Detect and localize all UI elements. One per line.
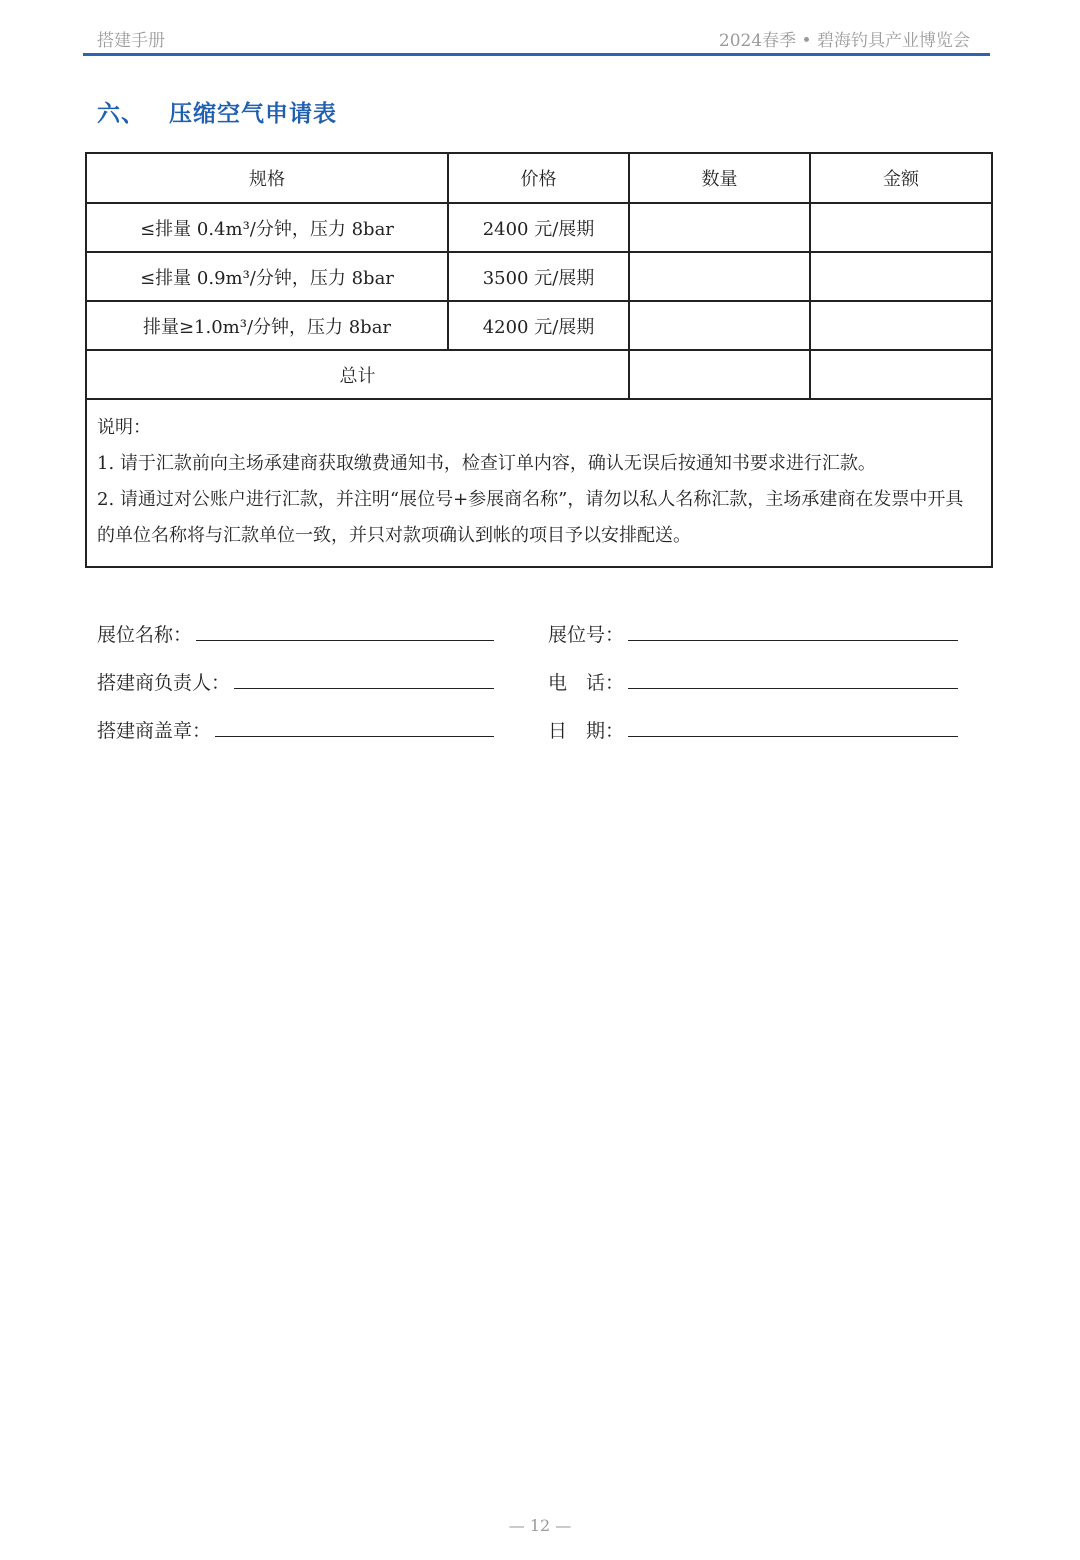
booth-number-field [548,620,958,647]
phone-input-line[interactable] [628,670,958,689]
page-number: — 12 — [508,1516,572,1535]
section-number: 六、 [97,101,145,127]
date-label: 日 期： [548,720,625,742]
total-quantity-cell[interactable] [629,350,810,399]
total-row [86,350,992,399]
contractor-manager-input-line[interactable] [234,670,494,689]
booth-name-input-line[interactable] [196,622,494,641]
date-field [548,716,958,743]
price-cell: 3500 元/展期 [448,252,629,301]
amount-cell[interactable] [810,301,992,350]
contractor-manager-label: 搭建商负责人： [97,672,231,694]
column-header-price: 价格 [448,153,629,203]
quantity-cell[interactable] [629,203,810,252]
booth-number-label: 展位号： [548,624,625,646]
table-row [86,203,992,252]
column-header-quantity: 数量 [629,153,810,203]
section-title-text: 压缩空气申请表 [169,101,337,127]
date-input-line[interactable] [628,718,958,737]
compressed-air-application-table [85,152,993,568]
header-divider [83,53,990,56]
contractor-stamp-label: 搭建商盖章： [97,720,212,742]
spec-cell: 排量≥1.0m³/分钟，压力 8bar [86,301,448,350]
price-cell: 2400 元/展期 [448,203,629,252]
total-label: 总计 [86,350,629,399]
amount-cell[interactable] [810,203,992,252]
column-header-amount: 金额 [810,153,992,203]
section-title [97,95,337,128]
notes-heading: 说明： [97,417,151,438]
table-row [86,252,992,301]
quantity-cell[interactable] [629,301,810,350]
phone-field [548,668,958,695]
booth-name-field [97,620,494,647]
total-amount-cell[interactable] [810,350,992,399]
note-item-1: 1. 请于汇款前向主场承建商获取缴费通知书，检查订单内容，确认无误后按通知书要求进行汇款。 [97,453,876,474]
note-item-2: 2. 请通过对公账户进行汇款，并注明“展位号+参展商名称”，请勿以私人名称汇款，主场承建商在发票中开具的单位名称将与汇款单位一致，并只对款项确认到帐的项目予以安排配送。 [97,489,964,546]
booth-name-label: 展位名称： [97,624,193,646]
header-manual-title: 搭建手册 [97,31,165,51]
table-row [86,301,992,350]
notes-row [86,399,992,567]
spec-cell: ≤排量 0.9m³/分钟，压力 8bar [86,252,448,301]
notes-cell [86,399,992,567]
phone-label: 电 话： [548,672,625,694]
contractor-manager-field [97,668,494,695]
header-event-title: 2024春季 • 碧海钓具产业博览会 [718,31,970,51]
table-header-row [86,153,992,203]
booth-number-input-line[interactable] [628,622,958,641]
amount-cell[interactable] [810,252,992,301]
contractor-stamp-input-line[interactable] [215,718,494,737]
spec-cell: ≤排量 0.4m³/分钟，压力 8bar [86,203,448,252]
quantity-cell[interactable] [629,252,810,301]
price-cell: 4200 元/展期 [448,301,629,350]
page-header [85,24,990,52]
contractor-stamp-field [97,716,494,743]
column-header-spec: 规格 [86,153,448,203]
